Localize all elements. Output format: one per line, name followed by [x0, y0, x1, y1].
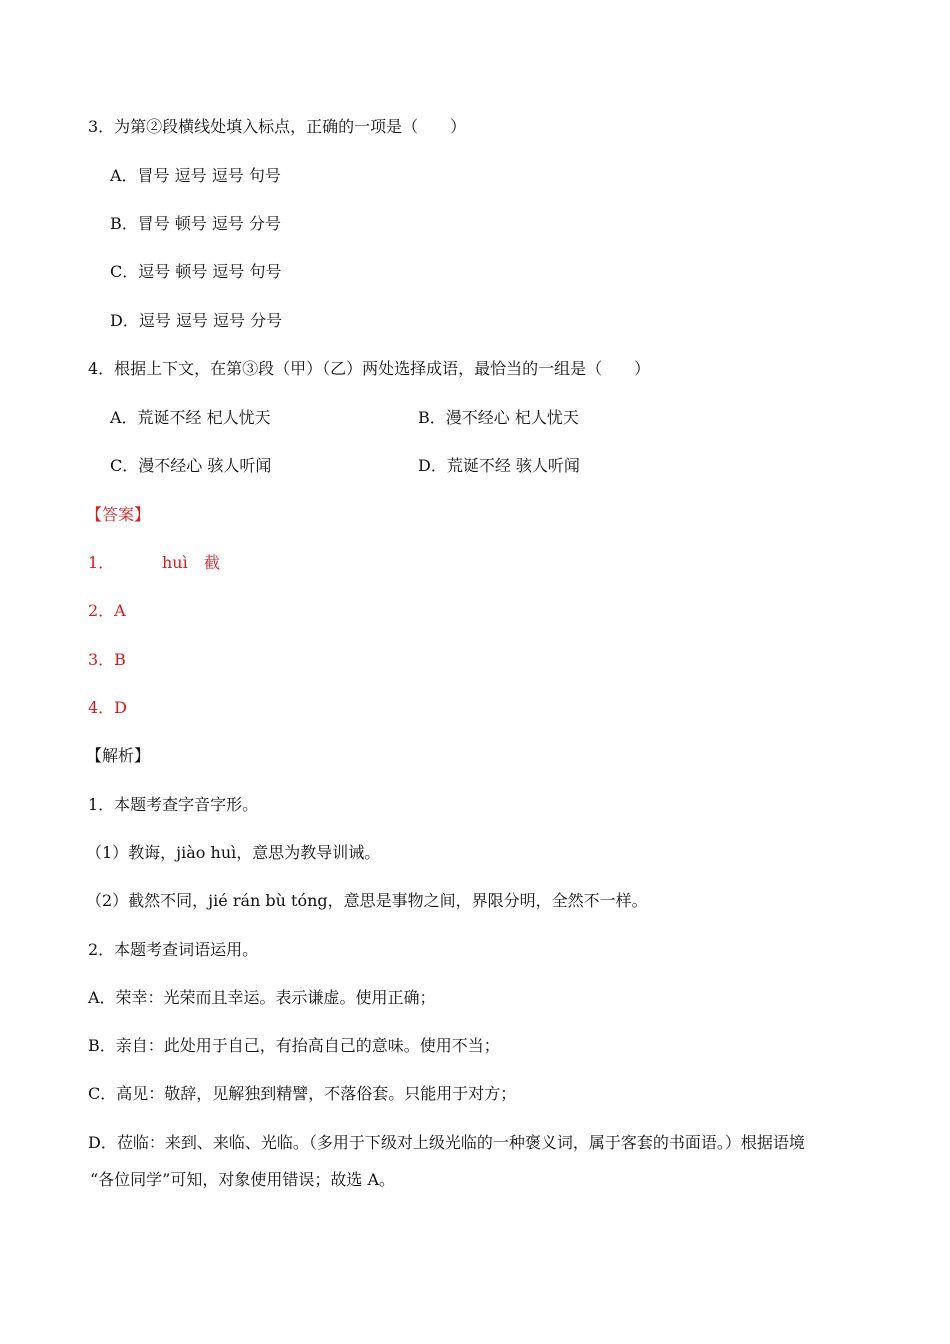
answer-3: 3．B [88, 650, 126, 669]
analysis-line: 1．本题考查字音字形。 [88, 795, 259, 814]
question-3-option-b: B．冒号 顿号 逗号 分号 [110, 214, 282, 233]
question-3-stem: 3．为第②段横线处填入标点，正确的一项是（ ） [88, 117, 467, 136]
question-3-option-d: D．逗号 逗号 逗号 分号 [110, 311, 283, 330]
answer-1-number: 1． [88, 553, 115, 572]
answer-heading: 【答案】 [86, 505, 151, 524]
analysis-line: B．亲自：此处用于自己，有抬高自己的意味。使用不当； [88, 1036, 500, 1055]
question-3-option-c: C．逗号 顿号 逗号 句号 [110, 262, 282, 281]
analysis-line: （2）截然不同，jié rán bù tóng，意思是事物之间，界限分明，全然不一样。 [86, 891, 648, 910]
analysis-line: “各位同学”可知，对象使用错误；故选 A。 [90, 1170, 396, 1189]
answer-1-char: 截 [204, 553, 221, 572]
question-4-option-b: B．漫不经心 杞人忧天 [418, 408, 579, 427]
question-4-option-c: C．漫不经心 骇人听闻 [110, 456, 272, 475]
analysis-line: D．莅临：来到、来临、光临。（多用于下级对上级光临的一种褒义词，属于客套的书面语。）根据语境 [88, 1133, 805, 1152]
answer-4: 4．D [88, 698, 128, 717]
answer-2: 2．A [88, 601, 126, 620]
question-4-option-a: A．荒诞不经 杞人忧天 [110, 408, 271, 427]
analysis-line: 2．本题考查词语运用。 [88, 940, 259, 959]
analysis-line: A．荣幸：光荣而且幸运。表示谦虚。使用正确； [88, 988, 436, 1007]
analysis-heading: 【解析】 [86, 746, 151, 765]
analysis-line: C．高见：敬辞，见解独到精譬，不落俗套。只能用于对方； [88, 1084, 517, 1103]
question-3-option-a: A．冒号 逗号 逗号 句号 [110, 166, 281, 185]
question-4-stem: 4．根据上下文，在第③段（甲）（乙）两处选择成语，最恰当的一组是（ ） [88, 359, 651, 378]
analysis-line: （1）教诲，jiào huì，意思为教导训诫。 [86, 843, 381, 862]
answer-1-pinyin: huì [162, 553, 188, 572]
question-4-option-d: D．荒诞不经 骇人听闻 [418, 456, 580, 475]
